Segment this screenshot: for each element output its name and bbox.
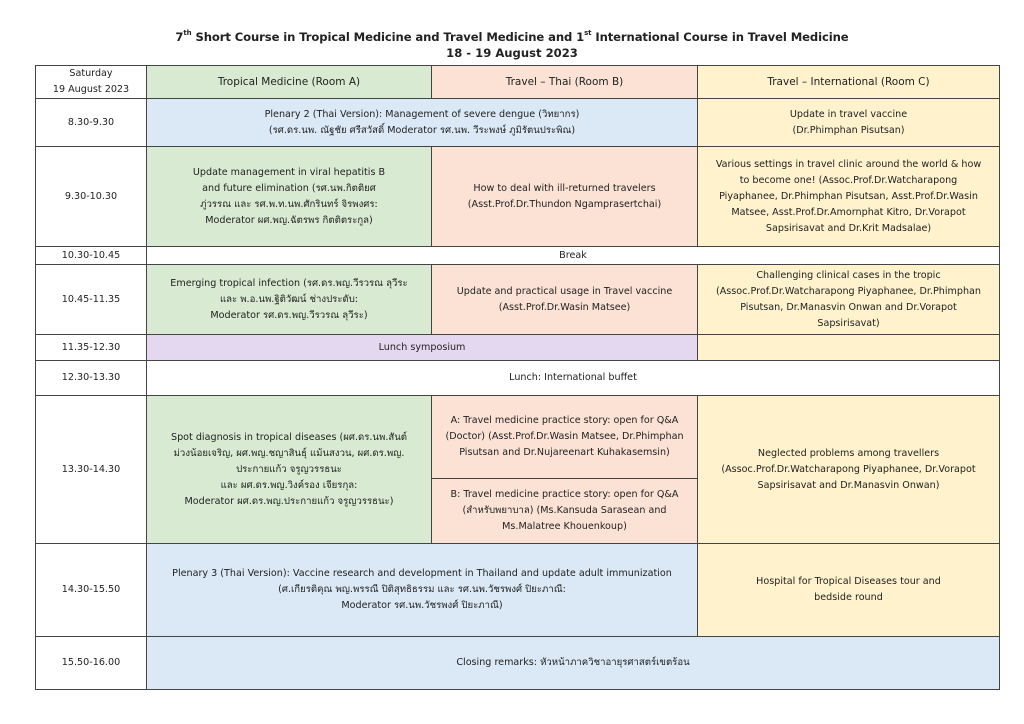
- closing-remarks-cell: Closing remarks: หัวหน้าภาควิชาอายุรศาสตร์เขตร้อน: [147, 637, 1000, 690]
- schedule-row: [36, 544, 1000, 637]
- session-cell-room-b-b: B: Travel medicine practice story: open for Q&A (สำหรับพยาบาล) (Ms.Kansuda Sarasean and Ms.Malatree Khouenkoup): [432, 479, 698, 544]
- session-cell-room-a: Emerging tropical infection (รศ.ดร.พญ.วีรวรณ ลุวีระ และ พ.อ.นพ.ฐิติวัฒน์ ช่างประดับ: Moderator รศ.ดร.พญ.วีรวรณ ลุวีระ): [147, 265, 432, 335]
- session-cell-room-c: Neglected problems among travellers (Assoc.Prof.Dr.Watcharapong Piyaphanee, Dr.Vorapot Sapsirisavat and Dr.Manasvin Onwan): [698, 396, 1000, 544]
- session-cell-room-b: Update and practical usage in Travel vaccine (Asst.Prof.Dr.Wasin Matsee): [432, 265, 698, 335]
- session-cell-room-a: Spot diagnosis in tropical diseases (ผศ.ดร.นพ.สันต์ ม่วงน้อยเจริญ, ผศ.พญ.ชญาสินธุ์ แม้นสงวน, ผศ.ดร.พญ. ประกายแก้ว จรูญวรรธนะ และ ผศ.ดร.พญ.วิงค์รอง เจียรกุล: Moderator ผศ.ดร.พญ.ประกายแก้ว จรูญวรรธนะ): [147, 396, 432, 544]
- column-header-room-c: Travel – International (Room C): [698, 66, 1000, 99]
- time-cell: 13.30-14.30: [36, 396, 147, 544]
- session-cell-room-c: Various settings in travel clinic around the world & how to become one! (Assoc.Prof.Dr.Watcharapong Piyaphanee, Dr.Phimphan Pisutsan, Asst.Prof.Dr.Wasin Matsee, Asst.Prof.Dr.Amornphat Kitro, Dr.Vorapot Sapsirisavat and Dr.Krit Madsalae): [698, 147, 1000, 247]
- time-cell: 8.30-9.30: [36, 99, 147, 147]
- time-cell: 9.30-10.30: [36, 147, 147, 247]
- time-cell: 15.50-16.00: [36, 637, 147, 690]
- schedule-row: [36, 147, 1000, 247]
- schedule-row: [36, 247, 1000, 265]
- time-cell: 14.30-15.50: [36, 544, 147, 637]
- schedule-row: [36, 637, 1000, 690]
- schedule-row: [36, 335, 1000, 361]
- break-cell: Break: [147, 247, 1000, 265]
- column-header-room-b: Travel – Thai (Room B): [432, 66, 698, 99]
- empty-cell-room-c: [698, 335, 1000, 361]
- time-cell: 11.35-12.30: [36, 335, 147, 361]
- header-row: [36, 66, 1000, 99]
- plenary-2-cell: Plenary 2 (Thai Version): Management of severe dengue (วิทยากร) (รศ.ดร.นพ. ณัฐชัย ศรีสวัสดิ์ Moderator รศ.นพ. วีระพงษ์ ภูมิรัตนประพิณ): [147, 99, 698, 147]
- schedule-row: [36, 99, 1000, 147]
- document-title: 7th Short Course in Tropical Medicine and Travel Medicine and 1st International Course in Travel Medicine: [175, 29, 849, 44]
- time-cell: 10.30-10.45: [36, 247, 147, 265]
- lunch-symposium-cell: Lunch symposium: [147, 335, 698, 361]
- schedule-row: [36, 396, 1000, 479]
- schedule-row: [36, 265, 1000, 335]
- session-cell-room-b-a: A: Travel medicine practice story: open for Q&A (Doctor) (Asst.Prof.Dr.Wasin Matsee, Dr.Phimphan Pisutsan and Dr.Nujareenart Kuhakasemsin): [432, 396, 698, 479]
- session-cell-room-c: Update in travel vaccine (Dr.Phimphan Pisutsan): [698, 99, 1000, 147]
- schedule-table: [35, 65, 1000, 690]
- session-cell-room-c: Challenging clinical cases in the tropic (Assoc.Prof.Dr.Watcharapong Piyaphanee, Dr.Phimphan Pisutsan, Dr.Manasvin Onwan and Dr.Vorapot Sapsirisavat): [698, 265, 1000, 335]
- time-cell: 12.30-13.30: [36, 361, 147, 396]
- day-header: Saturday 19 August 2023: [36, 66, 147, 99]
- time-cell: 10.45-11.35: [36, 265, 147, 335]
- session-cell-room-a: Update management in viral hepatitis B and future elimination (รศ.นพ.กิตติยศ ภู่วรรณ และ รศ.พ.ท.นพ.ศักรินทร์ จิรพงศร: Moderator ผศ.พญ.ฉัตรพร กิตติตระกูล): [147, 147, 432, 247]
- plenary-3-cell: Plenary 3 (Thai Version): Vaccine research and development in Thailand and update adult immunization (ศ.เกียรติคุณ พญ.พรรณี ปิติสุทธิธรรม และ รศ.นพ.วัชรพงศ์ ปิยะภาณี: Moderator รศ.นพ.วัชรพงศ์ ปิยะภาณี): [147, 544, 698, 637]
- lunch-buffet-cell: Lunch: International buffet: [147, 361, 1000, 396]
- column-header-room-a: Tropical Medicine (Room A): [147, 66, 432, 99]
- schedule-row: [36, 361, 1000, 396]
- document-dates: 18 - 19 August 2023: [446, 46, 578, 60]
- session-cell-room-c: Hospital for Tropical Diseases tour and bedside round: [698, 544, 1000, 637]
- session-cell-room-b: How to deal with ill-returned travelers (Asst.Prof.Dr.Thundon Ngamprasertchai): [432, 147, 698, 247]
